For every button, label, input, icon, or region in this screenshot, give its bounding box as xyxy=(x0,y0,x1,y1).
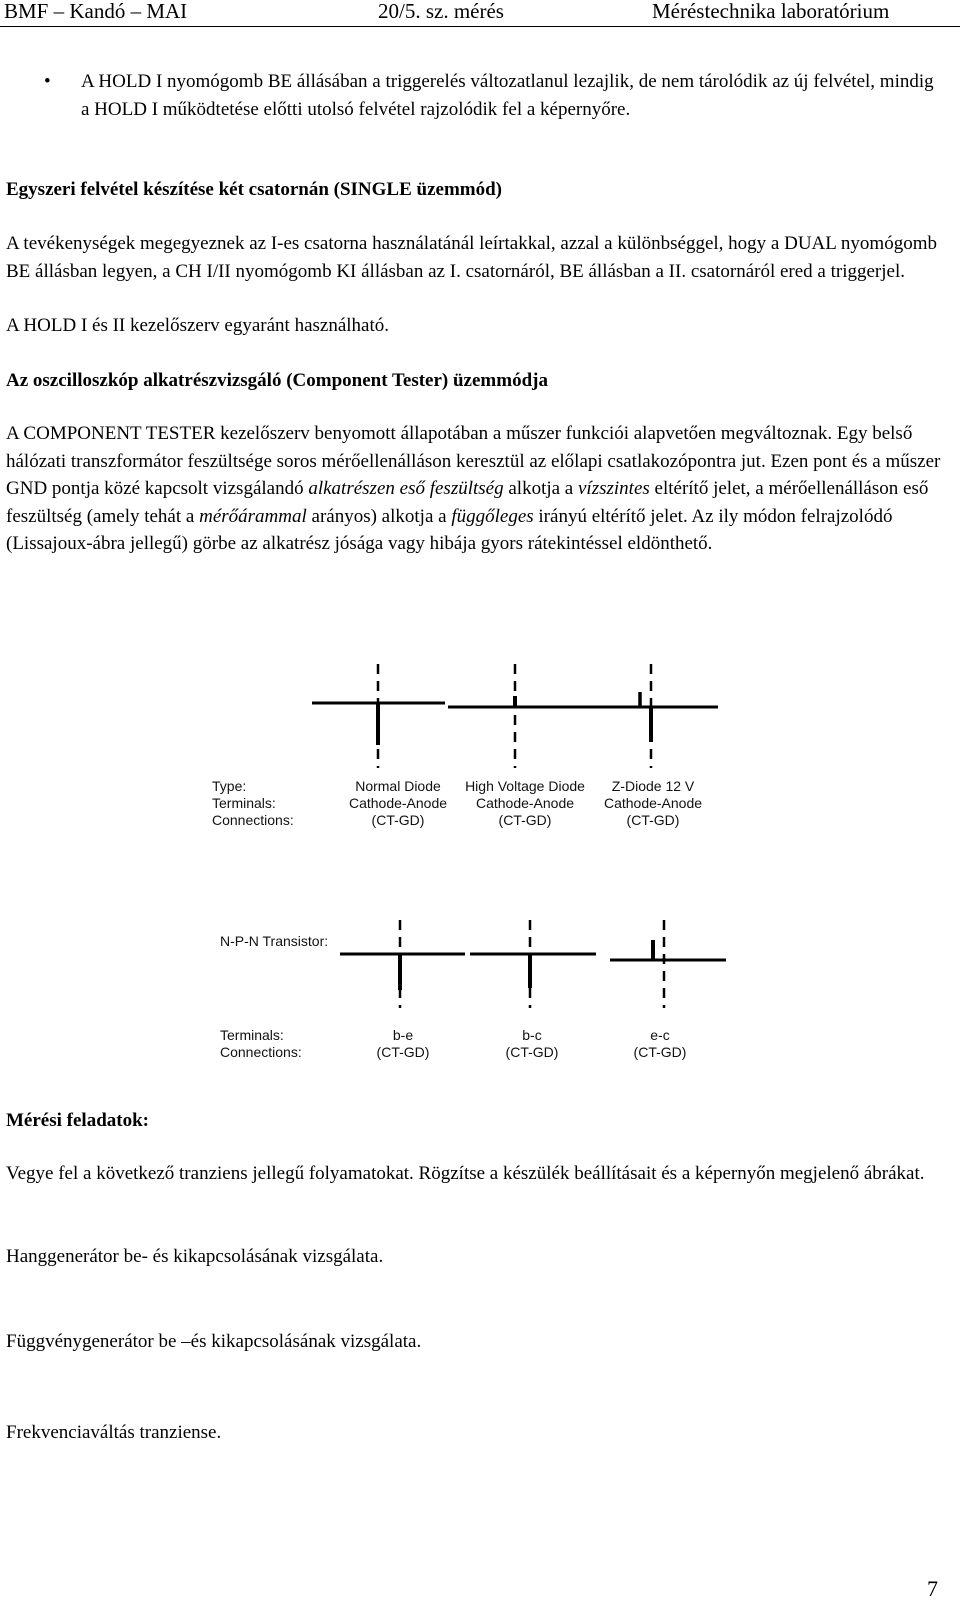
tester-text-1: A COMPONENT TESTER kezelőszerv benyomott állapotában a műszer funkciói alapvetően megváltoznak. Egy belső hálózati transzformátor feszültsége soros mérőellenálláson keresztül az előlapi csatlakozópontra jut. Ezen pont és a műszer GND pontja közé kapcsolt vizsgálandó xyxy=(6,423,941,499)
tester-text-3: eltérítő jelet, a mérőellenálláson eső feszültség (amely tehát a xyxy=(6,478,929,527)
diode-col-terminals: Cathode-Anode xyxy=(475,795,575,811)
transistor-row-label-terminals: Terminals: xyxy=(220,1027,284,1043)
transistor-col-connection: (CT-GD) xyxy=(633,1044,687,1060)
diode-row-label-type: Type: xyxy=(212,778,247,794)
tester-italic-2: vízszintes xyxy=(578,478,650,499)
tasks-intro: Vegye fel a következő tranziens jellegű folyamatokat. Rögzítse a készülék beállításait és a képernyőn megjelenő ábrákat. xyxy=(6,1163,925,1184)
bullet-dot-icon: • xyxy=(44,71,51,92)
diode-col-terminals: Cathode-Anode xyxy=(603,795,703,811)
transistor-title: N-P-N Transistor: xyxy=(220,933,329,949)
tester-text-5: irányú eltérítő jelet. Az ily módon felrajzolódó (Lissajoux-ábra jellegű) görbe az alkatrész jósága vagy hibája gyors rátekintéssel eldönthető. xyxy=(6,505,893,554)
hold-note: A HOLD I és II kezelőszerv egyaránt használható. xyxy=(6,315,390,336)
task-item: Függvénygenerátor be –és kikapcsolásának vizsgálata. xyxy=(6,1331,422,1352)
task-item: Hanggenerátor be- és kikapcsolásának vizsgálata. xyxy=(6,1246,384,1267)
diode-col-type: High Voltage Diode xyxy=(465,778,585,794)
tester-paragraph xyxy=(6,420,946,558)
z-diode-trace xyxy=(584,664,718,768)
tester-italic-3: mérőárammal xyxy=(199,505,307,527)
tester-heading: Az oszcilloszkóp alkatrészvizsgáló (Component Tester) üzemmódja xyxy=(6,370,548,391)
transistor-col-terminals: b-c xyxy=(522,1027,542,1043)
transistor-figure xyxy=(0,910,960,1070)
normal-diode-trace xyxy=(312,664,445,768)
header-measurement: 20/5. sz. mérés xyxy=(378,0,504,23)
diode-figure xyxy=(0,650,960,850)
transistor-col-terminals: b-e xyxy=(392,1027,414,1043)
tasks-heading: Mérési feladatok: xyxy=(6,1110,149,1131)
task-item: Frekvenciaváltás tranziense. xyxy=(6,1422,222,1443)
bullet-text: A HOLD I nyomógomb BE állásában a triggerelés változatlanul lezajlik, de nem tárolódik az új felvétel, mindig a HOLD I működtetése előtti utolsó felvétel rajzolódik fel a képernyőre. xyxy=(81,71,934,120)
transistor-row-label-connections: Connections: xyxy=(220,1044,302,1060)
diode-col-connection: (CT-GD) xyxy=(371,812,425,828)
transistor-col-connection: (CT-GD) xyxy=(376,1044,430,1060)
transistor-col-connection: (CT-GD) xyxy=(505,1044,559,1060)
diode-col-type: Z-Diode 12 V xyxy=(611,778,695,794)
transistor-be-trace xyxy=(340,920,465,1008)
diode-col-connection: (CT-GD) xyxy=(626,812,680,828)
diode-col-terminals: Cathode-Anode xyxy=(348,795,448,811)
header-org: BMF – Kandó – MAI xyxy=(4,0,188,23)
transistor-col-terminals: e-c xyxy=(650,1027,670,1043)
diode-row-label-terminals: Terminals: xyxy=(212,795,276,811)
header-lab: Méréstechnika laboratórium xyxy=(652,0,890,23)
single-heading: Egyszeri felvétel készítése két csatornán (SINGLE üzemmód) xyxy=(6,179,503,200)
diode-col-connection: (CT-GD) xyxy=(498,812,552,828)
transistor-bc-trace xyxy=(470,920,596,1008)
tester-italic-1: alkatrészen eső feszültség xyxy=(308,478,504,499)
diode-col-type: Normal Diode xyxy=(355,778,441,794)
tester-text-2: alkotja a xyxy=(503,478,578,499)
page-header xyxy=(0,0,960,27)
diode-row-label-connections: Connections: xyxy=(212,812,294,828)
tester-italic-4: függőleges xyxy=(451,505,534,527)
page-number: 7 xyxy=(927,1576,938,1601)
transistor-traces xyxy=(0,910,960,1070)
diode-traces xyxy=(0,650,960,850)
tester-text-4: arányos) alkotja a xyxy=(306,505,452,527)
transistor-ec-trace xyxy=(610,920,726,1008)
single-body: A tevékenységek megegyeznek az I-es csatorna használatánál leírtakkal, azzal a különbséggel, hogy a DUAL nyomógomb BE állásban legyen, a CH I/II nyomógomb KI állásban az I. csatornáról, BE állásban a II. csatornáról ered a triggerjel. xyxy=(6,233,937,282)
high-voltage-diode-trace xyxy=(448,664,584,768)
